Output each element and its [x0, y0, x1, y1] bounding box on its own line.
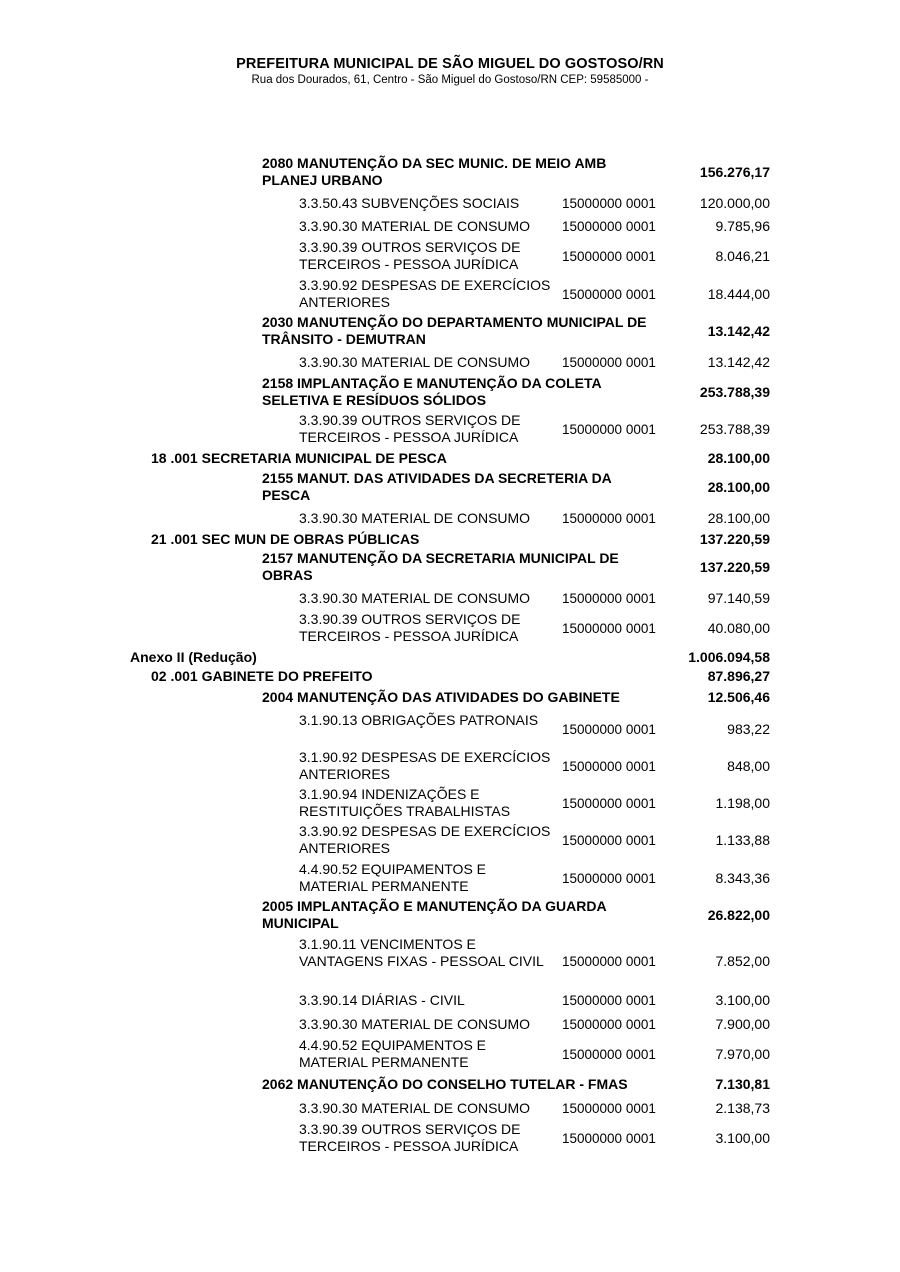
row-label: 3.3.90.39 OUTROS SERVIÇOS DE TERCEIROS - PESSOA JURÍDICA — [299, 1121, 521, 1154]
row-value: 7.900,00 — [715, 1016, 770, 1032]
row-label: 2062 MANUTENÇÃO DO CONSELHO TUTELAR - FMAS — [262, 1076, 628, 1092]
row-value: 2.138,73 — [715, 1100, 770, 1116]
row-label: 2005 IMPLANTAÇÃO E MANUTENÇÃO DA GUARDA MUNICIPAL — [262, 898, 607, 931]
row-value: 1.006.094,58 — [688, 649, 770, 665]
row-label: 3.1.90.94 INDENIZAÇÕES E RESTITUIÇÕES TRABALHISTAS — [299, 786, 511, 819]
row-fonte: 15000000 0001 — [562, 219, 656, 234]
row-label: 3.3.90.30 MATERIAL DE CONSUMO — [299, 510, 531, 526]
row-label: 3.3.90.30 MATERIAL DE CONSUMO — [299, 1016, 531, 1032]
row-fonte: 15000000 0001 — [562, 1101, 656, 1116]
row-value: 8.343,36 — [715, 870, 770, 886]
row-value: 137.220,59 — [699, 531, 770, 547]
row-value: 7.970,00 — [715, 1046, 770, 1062]
row-value: 7.852,00 — [715, 953, 770, 969]
row-fonte: 15000000 0001 — [562, 833, 656, 848]
row-label: 3.3.90.30 MATERIAL DE CONSUMO — [299, 218, 531, 234]
row-label: 2030 MANUTENÇÃO DO DEPARTAMENTO MUNICIPAL DE TRÂNSITO - DEMUTRAN — [262, 314, 647, 347]
row-value: 156.276,17 — [699, 164, 770, 180]
row-value: 7.130,81 — [715, 1076, 770, 1092]
row-value: 28.100,00 — [707, 479, 770, 495]
row-value: 28.100,00 — [707, 450, 770, 466]
row-label: 2155 MANUT. DAS ATIVIDADES DA SECRETERIA DA PESCA — [262, 470, 612, 503]
row-fonte: 15000000 0001 — [562, 287, 656, 302]
row-label: 2004 MANUTENÇÃO DAS ATIVIDADES DO GABINETE — [262, 689, 620, 705]
row-label: 3.3.90.30 MATERIAL DE CONSUMO — [299, 354, 531, 370]
row-value: 9.785,96 — [715, 218, 770, 234]
row-label: 3.1.90.13 OBRIGAÇÕES PATRONAIS — [299, 712, 539, 728]
row-fonte: 15000000 0001 — [562, 422, 656, 437]
row-label: 3.3.90.39 OUTROS SERVIÇOS DE TERCEIROS - PESSOA JURÍDICA — [299, 239, 521, 272]
row-value: 13.142,42 — [707, 354, 770, 370]
row-fonte: 15000000 0001 — [562, 196, 656, 211]
row-value: 3.100,00 — [715, 1130, 770, 1146]
row-label: 21 .001 SEC MUN DE OBRAS PÚBLICAS — [151, 531, 420, 547]
row-label: 3.3.90.14 DIÁRIAS - CIVIL — [299, 992, 465, 1008]
row-value: 1.198,00 — [715, 795, 770, 811]
row-fonte: 15000000 0001 — [562, 621, 656, 636]
row-fonte: 15000000 0001 — [562, 954, 656, 969]
row-fonte: 15000000 0001 — [562, 993, 656, 1008]
row-label: 2080 MANUTENÇÃO DA SEC MUNIC. DE MEIO AMB PLANEJ URBANO — [262, 155, 607, 188]
row-label: 3.3.90.39 OUTROS SERVIÇOS DE TERCEIROS - PESSOA JURÍDICA — [299, 611, 521, 644]
row-fonte: 15000000 0001 — [562, 871, 656, 886]
row-fonte: 15000000 0001 — [562, 355, 656, 370]
row-label: 4.4.90.52 EQUIPAMENTOS E MATERIAL PERMANENTE — [299, 1037, 487, 1070]
row-label: 3.3.90.39 OUTROS SERVIÇOS DE TERCEIROS - PESSOA JURÍDICA — [299, 412, 521, 445]
row-label: 2157 MANUTENÇÃO DA SECRETARIA MUNICIPAL DE OBRAS — [262, 550, 619, 583]
row-fonte: 15000000 0001 — [562, 591, 656, 606]
row-fonte: 15000000 0001 — [562, 796, 656, 811]
row-value: 28.100,00 — [707, 510, 770, 526]
row-value: 3.100,00 — [715, 992, 770, 1008]
row-value: 137.220,59 — [699, 559, 770, 575]
row-fonte: 15000000 0001 — [562, 1047, 656, 1062]
header-address: Rua dos Dourados, 61, Centro - São Miguel do Gostoso/RN CEP: 59585000 - — [251, 74, 649, 86]
row-value: 97.140,59 — [707, 590, 770, 606]
row-value: 848,00 — [727, 758, 770, 774]
row-label: 3.3.90.30 MATERIAL DE CONSUMO — [299, 590, 531, 606]
row-fonte: 15000000 0001 — [562, 759, 656, 774]
row-fonte: 15000000 0001 — [562, 1017, 656, 1032]
row-value: 1.133,88 — [715, 832, 770, 848]
row-label: 3.3.50.43 SUBVENÇÕES SOCIAIS — [299, 195, 520, 211]
row-fonte: 15000000 0001 — [562, 511, 656, 526]
row-label: 3.3.90.92 DESPESAS DE EXERCÍCIOS ANTERIORES — [299, 277, 551, 310]
row-value: 8.046,21 — [715, 248, 770, 264]
row-label: 3.1.90.11 VENCIMENTOS E VANTAGENS FIXAS - PESSOAL CIVIL — [299, 936, 544, 969]
row-label: 3.1.90.92 DESPESAS DE EXERCÍCIOS ANTERIORES — [299, 749, 551, 782]
row-label: 2158 IMPLANTAÇÃO E MANUTENÇÃO DA COLETA SELETIVA E RESÍDUOS SÓLIDOS — [262, 375, 602, 408]
row-value: 12.506,46 — [707, 689, 770, 705]
row-value: 18.444,00 — [707, 286, 770, 302]
row-label: 18 .001 SECRETARIA MUNICIPAL DE PESCA — [151, 450, 447, 466]
row-label: 3.3.90.30 MATERIAL DE CONSUMO — [299, 1100, 531, 1116]
row-label: 02 .001 GABINETE DO PREFEITO — [151, 668, 373, 684]
row-label: 4.4.90.52 EQUIPAMENTOS E MATERIAL PERMANENTE — [299, 861, 487, 894]
row-label: 3.3.90.92 DESPESAS DE EXERCÍCIOS ANTERIORES — [299, 823, 551, 856]
row-label: Anexo II (Redução) — [130, 649, 257, 665]
row-value: 253.788,39 — [699, 421, 770, 437]
row-fonte: 15000000 0001 — [562, 1131, 656, 1146]
row-value: 983,22 — [727, 721, 770, 737]
row-value: 26.822,00 — [707, 907, 770, 923]
row-fonte: 15000000 0001 — [562, 249, 656, 264]
row-value: 120.000,00 — [699, 195, 770, 211]
row-fonte: 15000000 0001 — [562, 722, 656, 737]
row-value: 40.080,00 — [707, 620, 770, 636]
row-value: 87.896,27 — [707, 668, 770, 684]
row-value: 253.788,39 — [699, 384, 770, 400]
row-value: 13.142,42 — [707, 323, 770, 339]
page-title: PREFEITURA MUNICIPAL DE SÃO MIGUEL DO GOSTOSO/RN — [236, 56, 664, 72]
